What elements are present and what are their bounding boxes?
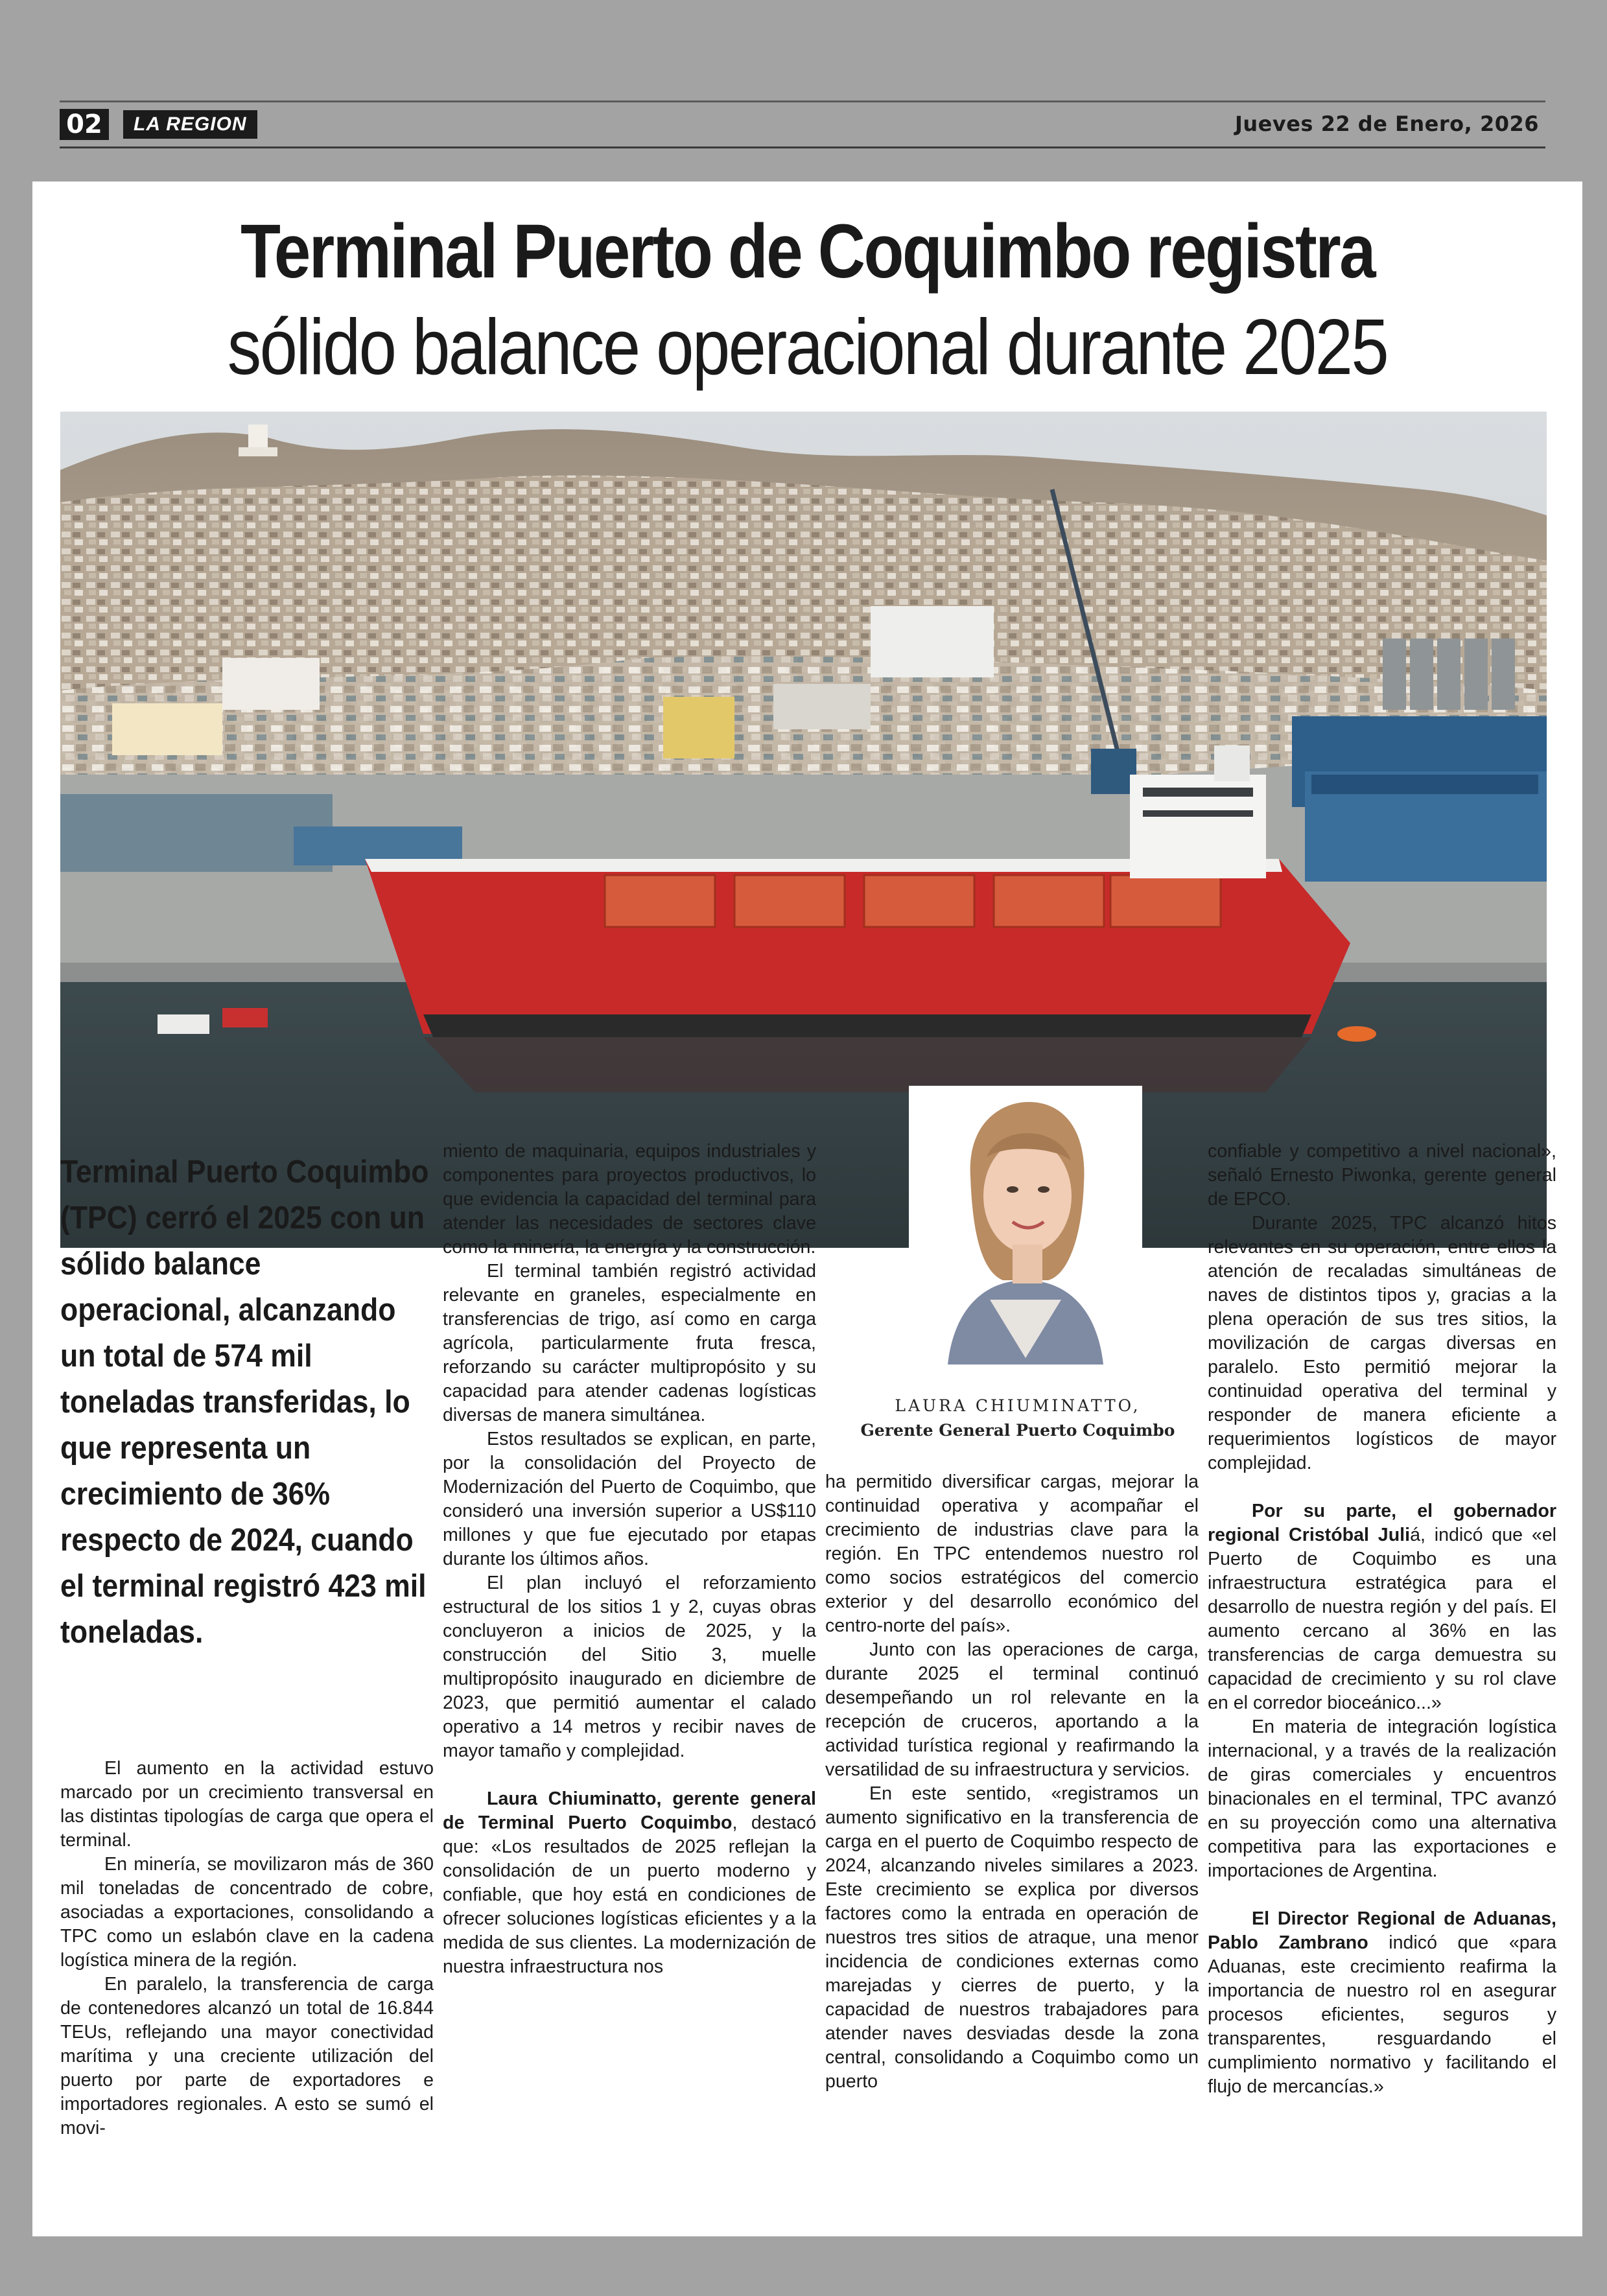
paragraph: Junto con las operaciones de carga, durante 2025 el terminal continuó desempeñando un rol relevante en la recepción de cruceros, aportando a la actividad turística regional y reafirmando la versatilidad de su infraestructura y servicios. [825,1639,1199,1780]
paragraph: En materia de integración logística internacional, y a través de la realización de giras comerciales y encuentros binacionales en el terminal, TPC avanzó en su proyección como una alternativa competitiva para las exportaciones e importaciones de Argentina. [1208,1716,1556,1881]
quote-paragraph: Laura Chiuminatto, gerente general de Terminal Puerto Coquimbo, destacó que: «Los resultados de 2025 reflejan la consolidación de un puerto moderno y confiable, que hoy está en condiciones de ofrecer soluciones logísticas eficientes y a la medida de sus clientes. La modernización de nuestra infraestructura nos [443,1788,816,1977]
newspaper-name: LA REGION [123,110,257,139]
photo-caption [823,1394,1212,1443]
lead-paragraph: Terminal Puerto Coquimbo (TPC) cerró el 2025 con un sólido balance operacional, alcanzando un total de 574 mil toneladas transferidas, lo que representa un crecimiento de 36% respecto de 2024, cuando el terminal registró 423 mil toneladas. [60,1154,429,1650]
paragraph: ha permitido diversificar cargas, mejorar la continuidad operativa y acompañar el crecimiento de industrias clave para la región. En TPC entendemos nuestro rol como socios estratégicos del comercio exterior y del desarrollo económico del centro-norte del país». [825,1471,1199,1636]
masthead [60,100,1545,148]
paragraph: miento de maquinaria, equipos industriales y componentes para proyectos productivos, lo que evidencia la capacidad del terminal para atender las necesidades de sectores clave como la minería, la energía y la construcción. [443,1141,816,1258]
subheadline: sólido balance operacional durante 2025 [227,303,1388,391]
paragraph: Estos resultados se explican, en parte, por la consolidación del Proyecto de Modernización del Puerto de Coquimbo, que consideró una inversión superior a US$110 millones y que fue ejecutado por etapas durante los últimos años. [443,1429,816,1569]
text-column-2 [443,1140,816,1979]
text-column-4 [1208,1140,1556,2099]
paragraph: Durante 2025, TPC alcanzó hitos relevantes en su operación, entre ellos la atención de recaladas simultáneas de naves de distintos tipos y, gracias a la plena operación de sus tres sitios, la movilización de cargas diversas en paralelo. Esto permitió mejorar la continuidad operativa del terminal y responder de manera eficiente a requerimientos logísticos de mayor complejidad. [1208,1213,1556,1473]
quote-paragraph: Por su parte, el gobernador regional Cristóbal Juliá, indicó que «el Puerto de Coquimbo es una infraestructura estratégica para el desarrollo de nuestra región y del país. El aumento cercano al 36% en las transferencias de carga demuestra su capacidad de crecimiento y su rol clave en el corredor bioceánico...» [1208,1501,1556,1713]
caption-role: Gerente General Puerto Coquimbo [860,1421,1175,1440]
quote-paragraph: El Director Regional de Aduanas, Pablo Zambrano indicó que «para Aduanas, este crecimiento reafirma la importancia de nuestro rol en asegurar procesos eficientes, seguros y transparentes, resguardando el cumplimiento normativo y facilitando el flujo de mercancías.» [1208,1908,1556,2097]
port-aerial-photo [60,412,1547,1248]
article-page [32,182,1582,2236]
speaker-name: Laura Chiuminatto, gerente general de Terminal Puerto Coquimbo [443,1788,816,1833]
caption-name: LAURA CHIUMINATTO, [895,1396,1141,1415]
paragraph: confiable y competitivo a nivel nacional», señaló Ernesto Piwonka, gerente general de EPCO. [1208,1141,1556,1210]
paragraph: El aumento en la actividad estuvo marcado por un crecimiento transversal en las distintas tipologías de carga que opera el terminal. [60,1758,434,1851]
text-column-3 [825,1470,1199,2094]
page-number: 02 [60,109,109,140]
speaker-name: Por su parte, el gobernador regional Cristóbal Juli [1208,1501,1556,1545]
paragraph: En paralelo, la transferencia de carga de contenedores alcanzó un total de 16.844 TEUs, reflejando una mayor conectividad marítima y una creciente utilización del puerto por parte de exportadores e importadores regionales. A esto se sumó el movi- [60,1974,434,2138]
paragraph: El terminal también registró actividad relevante en graneles, especialmente en transferencias de trigo, así como en carga agrícola, particularmente fruta fresca, reforzando su carácter multipropósito y su capacidad para atender cadenas logísticas diversas de manera simultánea. [443,1261,816,1425]
issue-date: Jueves 22 de Enero, 2026 [1234,111,1539,136]
text-column-1 [60,1757,434,2140]
paragraph: En este sentido, «registramos un aumento significativo en la transferencia de carga en el puerto de Coquimbo respecto de 2024, alcanzando niveles similares a 2023. Este crecimiento se explica por diversos factores como la entrada en operación de nuestros tres sitios de atraque, una menor incidencia de condiciones externas como marejadas y cierres de puerto, y la capacidad de nuestros trabajadores para atender naves desviadas desde la zona central, consolidando a Coquimbo como un puerto [825,1783,1199,2092]
paragraph: El plan incluyó el reforzamiento estructural de los sitios 1 y 2, cuyas obras concluyeron a inicios de 2025, y la construcción del Sitio 3, muelle multipropósito inaugurado en diciembre de 2023, que permitió aumentar el calado operativo a 14 metros y recibir naves de mayor tamaño y complejidad. [443,1573,816,1761]
paragraph: En minería, se movilizaron más de 360 mil toneladas de concentrado de cobre, asociadas a exportaciones, consolidando a TPC como un eslabón clave en la cadena logística minera de la región. [60,1854,434,1971]
headline: Terminal Puerto de Coquimbo registra [240,209,1375,294]
speaker-name: El Director Regional de Aduanas, Pablo Zambrano [1208,1908,1556,1953]
portrait-photo [909,1086,1142,1365]
